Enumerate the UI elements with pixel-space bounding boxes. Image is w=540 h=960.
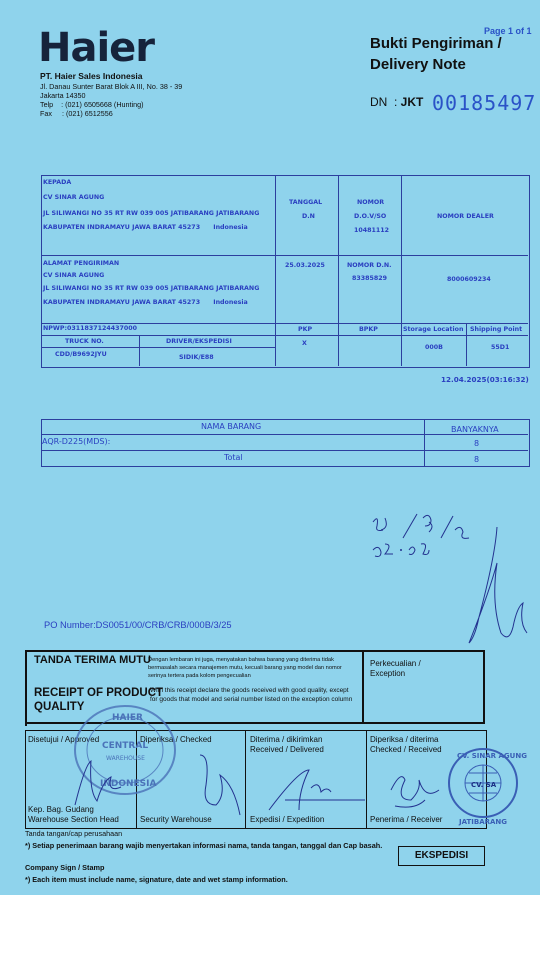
company-name: PT. Haier Sales Indonesia: [40, 71, 143, 81]
dealer-value: 8000609234: [447, 276, 491, 283]
footer-sign-label: Company Sign / Stamp: [25, 863, 105, 872]
receipt-text-id: Dengan lembaran ini juga, menyatakan bahwa barang yang diterima tidak bermasalah secara manajemen mutu, kecuali barang yang model dan nomor serinya tertera pada kolom pengecualian: [148, 657, 342, 679]
items-table: [41, 419, 530, 467]
address-line: Jakarta 14350: [40, 91, 86, 100]
dn-label: DN : JKT: [370, 95, 424, 109]
storage-label: Storage Location: [403, 326, 464, 333]
total-value: 8: [474, 455, 480, 464]
col-name-header: NAMA BARANG: [201, 422, 262, 431]
approver-signature: [65, 755, 125, 815]
pkp-label: PKP: [298, 326, 313, 333]
kepada-line: KABUPATEN INDRAMAYU JAWA BARAT 45273 Indonesia: [43, 224, 248, 231]
item-name: AQR-D225(MDS):: [42, 437, 111, 446]
npwp: NPWP:0311837124437000: [43, 325, 138, 332]
stamp-left-text: HAIER: [112, 713, 143, 723]
checked-role: Security Warehouse: [140, 815, 212, 824]
footer-note-id: *) Setiap penerimaan barang wajib menyertakan informasi nama, tanda tangan, tanggal dan Cap basah.: [25, 841, 383, 850]
col-qty-header: BANYAKNYA: [451, 425, 499, 434]
receipt-title-en-1: RECEIPT OF PRODUCT: [34, 687, 164, 699]
approved-role-2: Warehouse Section Head: [28, 815, 119, 824]
approved-label: Disetujui / Approved: [28, 735, 100, 744]
shipping-value: 55D1: [491, 344, 510, 351]
stamp-right-text: CV. SINAR AGUNG: [457, 752, 527, 760]
print-timestamp: 12.04.2025(03:16:32): [441, 375, 529, 384]
po-number: PO Number:DS0051/00/CRB/CRB/000B/3/25: [44, 620, 232, 630]
storage-value: 000B: [425, 344, 443, 351]
consignee-block: [41, 175, 530, 368]
date-value: 25.03.2025: [285, 262, 325, 269]
nomor-sub: D.O.V/SO: [354, 213, 387, 220]
address-line: Telp : (021) 6505668 (Hunting): [40, 100, 144, 109]
footer-tanda: Tanda tangan/cap perusahaan: [25, 829, 123, 838]
doc-title-id: Bukti Pengiriman /: [370, 35, 502, 52]
dn-number: 00185497: [432, 91, 537, 115]
pkp-value: X: [302, 340, 307, 347]
truck-value: CDD/B9692JYU: [55, 351, 107, 358]
alamat-line: CV SINAR AGUNG: [43, 272, 105, 279]
stamp-left-text: WAREHOUSE: [106, 755, 145, 762]
alamat-line: JL SILIWANGI NO 35 RT RW 039 005 JATIBARANG JATIBARANG: [43, 285, 260, 292]
nomor-dn-label: NOMOR D.N.: [347, 262, 392, 269]
kepada-label: KEPADA: [43, 179, 72, 186]
shipping-label: Shipping Point: [470, 326, 523, 333]
receiver-signature: [385, 760, 445, 820]
alamat-label: ALAMAT PENGIRIMAN: [43, 260, 120, 267]
bpkp-label: BPKP: [359, 326, 378, 333]
stamp-right-text: JATIBARANG: [459, 818, 508, 826]
nomor-dn-value: 83385829: [352, 275, 388, 282]
receipt-title-id: TANDA TERIMA MUTU: [34, 654, 151, 666]
dealer-label: NOMOR DEALER: [437, 213, 494, 220]
truck-label: TRUCK NO.: [65, 338, 104, 345]
receipt-title-en-2: QUALITY: [34, 701, 85, 713]
total-label: Total: [224, 453, 243, 462]
cv-sinar-agung-stamp: [445, 738, 527, 828]
footer-note-en: *) Each item must include name, signature, date and wet stamp information.: [25, 875, 288, 884]
page-number: Page 1 of 1: [484, 26, 532, 36]
received-label: Diperiksa / diterima Checked / Received: [370, 735, 442, 754]
address-line: Fax : (021) 6512556: [40, 109, 113, 118]
approved-role-1: Kep. Bag. Gudang: [28, 805, 94, 814]
tanggal-sub: D.N: [302, 213, 315, 220]
delivered-label: Diterima / dikirimkan Received / Delivered: [250, 735, 324, 754]
receiver-role: Penerima / Receiver: [370, 815, 443, 824]
haier-logo: Haier: [38, 25, 155, 71]
exception-label: Perkecualian / Exception: [370, 659, 421, 678]
tanggal-label: TANGGAL: [289, 199, 323, 206]
item-qty: 8: [474, 439, 480, 448]
ekspedisi-box: EKSPEDISI: [398, 846, 485, 866]
checked-label: Diperiksa / Checked: [140, 735, 212, 744]
receipt-text-en: With this receipt declare the goods received with good quality, except for goods that model and serial number listed on the exception column: [150, 687, 353, 703]
alamat-line: KABUPATEN INDRAMAYU JAWA BARAT 45273 Indonesia: [43, 299, 248, 306]
handwritten-signature: [455, 525, 525, 655]
expedition-signature: [265, 760, 365, 820]
driver-value: SIDIK/E88: [179, 354, 214, 361]
doc-title-en: Delivery Note: [370, 56, 466, 73]
stamp-left-text: INDONESIA: [100, 779, 157, 789]
stamp-left-text: CENTRAL: [102, 741, 149, 751]
delivered-role: Expedisi / Expedition: [250, 815, 325, 824]
stamp-right-text: CV. SA: [471, 781, 497, 789]
driver-label: DRIVER/EKSPEDISI: [166, 338, 232, 345]
checker-signature: [190, 745, 250, 815]
kepada-line: JL SILIWANGI NO 35 RT RW 039 005 JATIBARANG JATIBARANG: [43, 210, 260, 217]
nomor-label: NOMOR: [357, 199, 385, 206]
kepada-line: CV SINAR AGUNG: [43, 194, 105, 201]
address-line: Jl. Danau Sunter Barat Blok A III, No. 38 - 39: [40, 82, 183, 91]
nomor-value: 10481112: [354, 227, 390, 234]
